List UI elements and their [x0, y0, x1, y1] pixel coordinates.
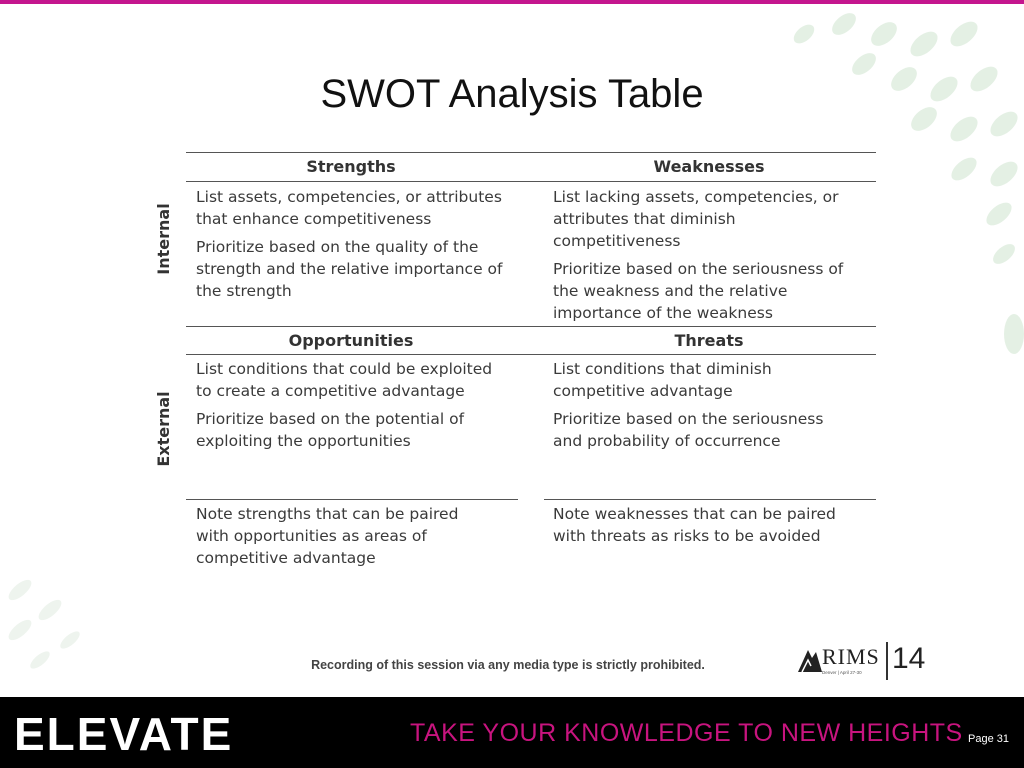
table-rule	[186, 181, 876, 182]
strengths-cell	[196, 186, 526, 308]
strengths-item: List assets, competencies, or attributes that enhance competitiveness	[196, 188, 502, 228]
table-rule	[186, 326, 876, 327]
recording-notice: Recording of this session via any media type is strictly prohibited.	[311, 658, 705, 672]
opportunities-cell	[196, 358, 496, 458]
rims-logo-divider	[886, 642, 888, 680]
note-text: Note weaknesses that can be paired with threats as risks to be avoided	[553, 505, 836, 545]
weaknesses-heading: Weaknesses	[653, 157, 765, 176]
strengths-heading: Strengths	[306, 157, 396, 176]
internal-label: Internal	[154, 203, 173, 275]
table-rule-top	[186, 152, 876, 153]
opportunities-heading: Opportunities	[288, 331, 414, 350]
table-rule	[186, 499, 518, 500]
threats-heading: Threats	[674, 331, 744, 350]
swot-table	[150, 146, 890, 586]
threats-item: List conditions that diminish competitive advantage	[553, 360, 772, 400]
threats-item: Prioritize based on the seriousness and probability of occurrence	[553, 410, 824, 450]
rims-logo	[796, 640, 936, 684]
rims-logo-tagline: Denver | April 27-30	[822, 670, 862, 675]
rims-logo-name: RIMS	[822, 644, 880, 669]
notes-left	[196, 503, 496, 575]
weaknesses-item: Prioritize based on the seriousness of the weakness and the relative importance of the weakness	[553, 260, 844, 322]
brand-logo: ELEVATE	[14, 708, 234, 760]
notes-right	[553, 503, 873, 553]
weaknesses-cell	[553, 186, 853, 330]
strengths-item: Prioritize based on the quality of the strength and the relative importance of the strength	[196, 238, 503, 300]
weaknesses-item: List lacking assets, competencies, or attributes that diminish competitiveness	[553, 188, 839, 250]
rims-logo-year: 14	[892, 642, 926, 675]
note-text: Note strengths that can be paired with opportunities as areas of competitive advantage	[196, 505, 459, 567]
table-rule	[544, 499, 876, 500]
page-number: Page 31	[968, 733, 1009, 745]
slide-title: SWOT Analysis Table	[320, 72, 704, 116]
rims-mountain-logo-icon	[796, 642, 822, 682]
opportunities-item: List conditions that could be exploited to create a competitive advantage	[196, 360, 493, 400]
table-rule	[186, 354, 876, 355]
external-label: External	[154, 391, 173, 467]
tagline: TAKE YOUR KNOWLEDGE TO NEW HEIGHTS	[410, 719, 963, 747]
footer-bar	[0, 697, 1024, 768]
threats-cell	[553, 358, 853, 458]
opportunities-item: Prioritize based on the potential of exploiting the opportunities	[196, 410, 465, 450]
